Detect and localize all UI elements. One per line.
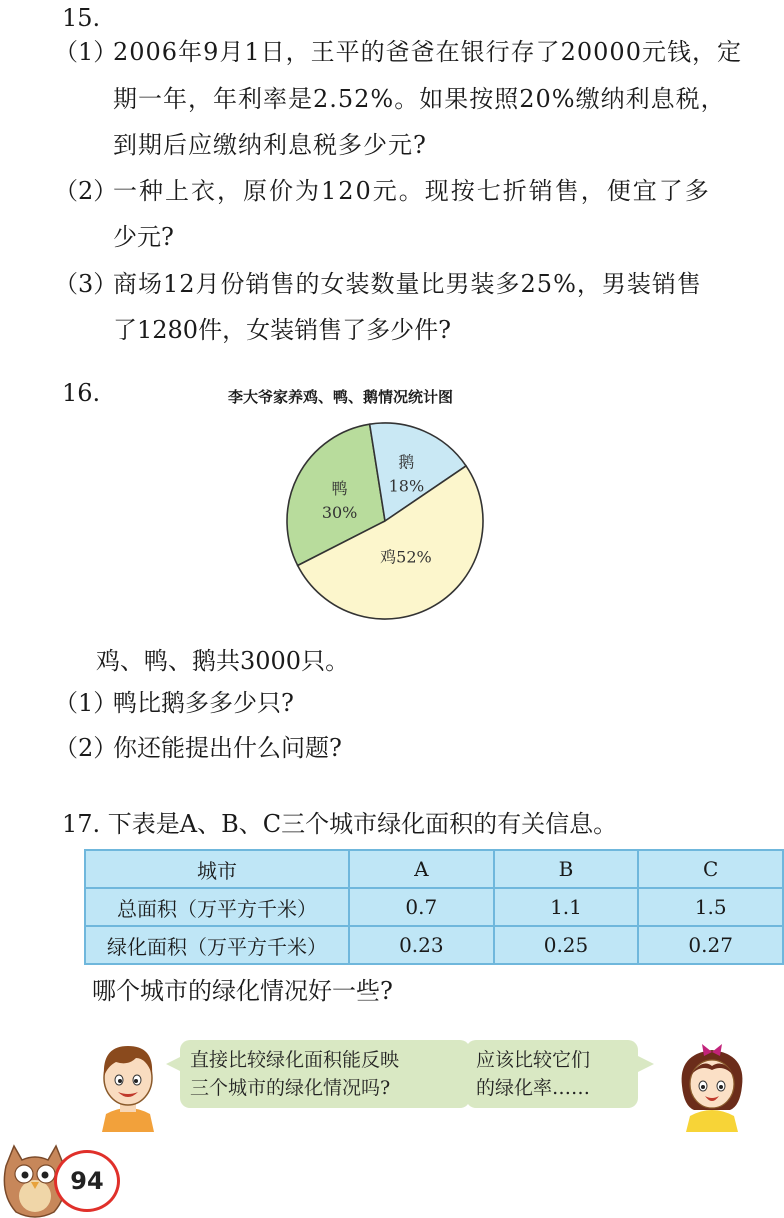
q15-p3-line1: 商场12月份销售的女装数量比男装多25%，男装销售 [113, 270, 702, 298]
table-cell: 0.25 [494, 926, 639, 964]
table-cell: 0.7 [349, 888, 494, 926]
city-table [84, 849, 784, 965]
q15-p3-label: （3） [54, 270, 118, 298]
q15-p2-line1: 一种上衣，原价为120元。现按七折销售，便宜了多 [113, 177, 711, 205]
table-header-cell: 城市 [85, 850, 349, 888]
pie-chart [270, 412, 500, 630]
boy-bubble-line2: 三个城市的绿化情况吗? [190, 1077, 391, 1099]
pie-label-percent-0: 30% [321, 502, 358, 522]
table-cell: 总面积（万平方千米） [85, 888, 349, 926]
pie-label-2: 鸡52% [380, 547, 432, 567]
q16-p1-text: 鸭比鹅多多少只? [113, 689, 294, 717]
table-cell: 1.5 [638, 888, 783, 926]
girl-bubble-tail [638, 1056, 654, 1072]
table-header-cell: C [638, 850, 783, 888]
q15-p1-line1: 2006年9月1日，王平的爸爸在银行存了20000元钱，定 [113, 38, 742, 66]
pie-label-percent-1: 18% [388, 476, 425, 496]
girl-speech-bubble [466, 1040, 638, 1108]
q16-p1-label: （1） [54, 689, 118, 717]
q16-p2-text: 你还能提出什么问题? [113, 734, 342, 762]
girl-bubble-line1: 应该比较它们 [476, 1049, 591, 1071]
q15-p3-line2: 了1280件，女装销售了多少件? [113, 316, 451, 344]
chart-title: 李大爷家养鸡、鸭、鹅情况统计图 [228, 388, 454, 406]
q15-p2-label: （2） [54, 177, 118, 205]
q15-p1-line2: 期一年，年利率是2.52%。如果按照20%缴纳利息税， [113, 85, 726, 113]
table-row [85, 888, 783, 926]
q17-heading: 17. 下表是A、B、C三个城市绿化面积的有关信息。 [62, 810, 618, 838]
table-cell: 0.27 [638, 926, 783, 964]
boy-bubble-line1: 直接比较绿化面积能反映 [190, 1049, 400, 1071]
q16-number: 16. [62, 379, 101, 407]
pie-label-name-0: 鸭 [331, 478, 348, 498]
table-row [85, 926, 783, 964]
girl-illustration [672, 1036, 752, 1132]
q15-p2-line2: 少元? [113, 223, 174, 251]
girl-bubble-line2: 的绿化率…… [476, 1077, 591, 1099]
table-cell: 绿化面积（万平方千米） [85, 926, 349, 964]
table-header-cell: B [494, 850, 639, 888]
q15-number: 15. [62, 4, 101, 32]
table-header-cell: A [349, 850, 494, 888]
table-cell: 1.1 [494, 888, 639, 926]
table-header-row [85, 850, 783, 888]
q15-p1-line3: 到期后应缴纳利息税多少元? [113, 131, 427, 159]
q17-question: 哪个城市的绿化情况好一些? [92, 977, 393, 1005]
table-cell: 0.23 [349, 926, 494, 964]
pie-label-name-1: 鹅 [398, 452, 415, 472]
boy-illustration [92, 1036, 164, 1132]
q16-intro: 鸡、鸭、鹅共3000只。 [96, 647, 350, 675]
q16-p2-label: （2） [54, 734, 118, 762]
q15-p1-label: （1） [54, 38, 118, 66]
boy-bubble-tail [166, 1056, 182, 1072]
boy-speech-bubble [180, 1040, 470, 1108]
page-number: 94 [70, 1167, 104, 1195]
